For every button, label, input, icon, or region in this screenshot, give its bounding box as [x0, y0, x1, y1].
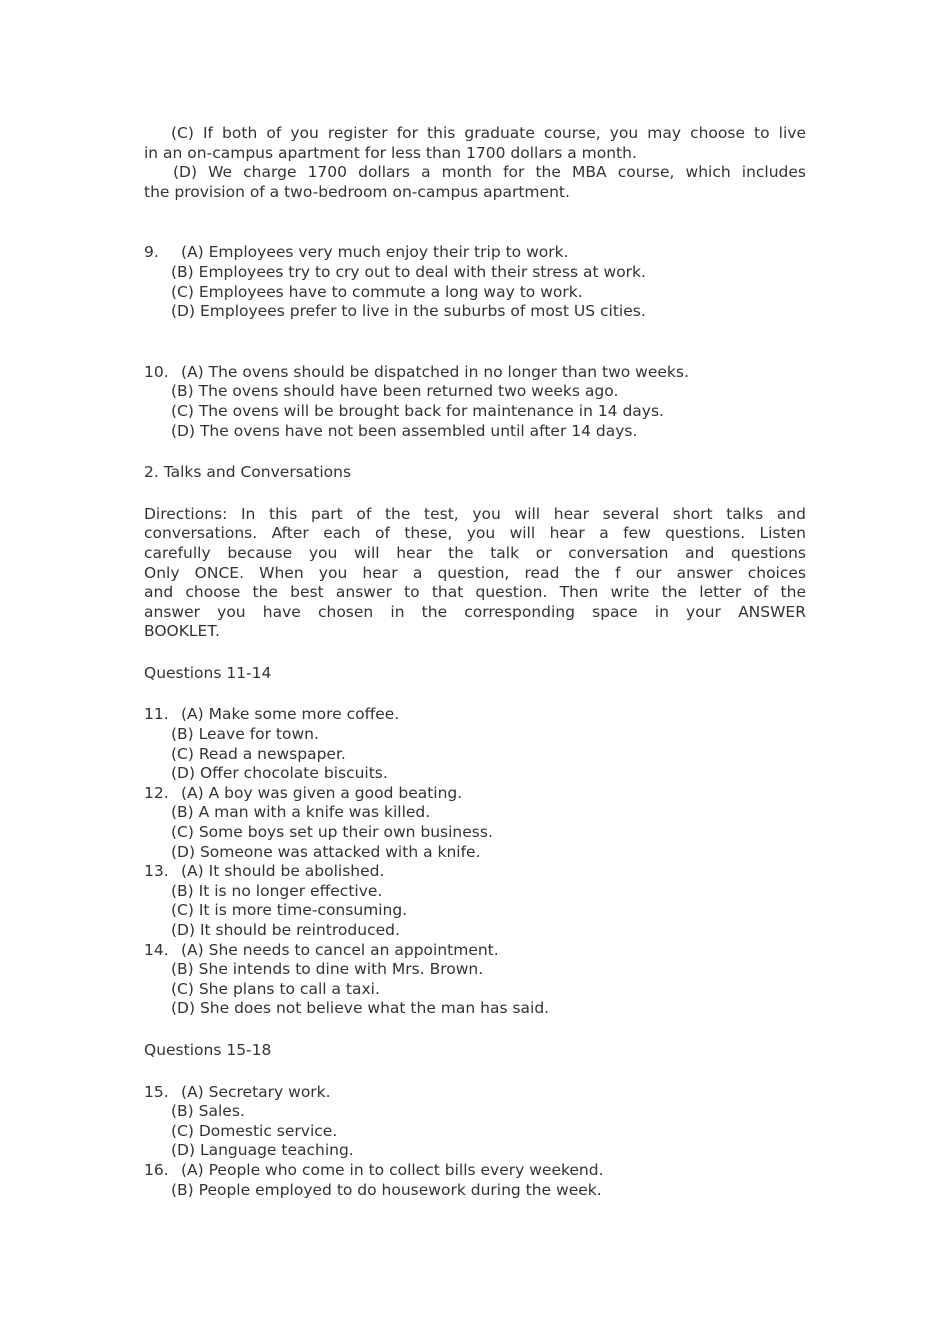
option-c: (C) Some boys set up their own business. — [171, 823, 493, 842]
option-a: (A) Secretary work. — [181, 1082, 331, 1101]
question-number: 9. — [144, 243, 159, 262]
question-number: 11. — [144, 705, 169, 724]
directions-line: answer you have chosen in the corresponding space in your ANSWER — [144, 602, 806, 621]
question-line — [144, 363, 806, 383]
option-b: (B) A man with a knife was killed. — [171, 803, 431, 822]
option-c: (C) It is more time-consuming. — [171, 901, 408, 920]
directions-line: conversations. After each of these, you will hear a few questions. Listen — [144, 524, 806, 543]
option-d: (D) The ovens have not been assembled until after 14 days. — [171, 421, 638, 440]
option-c: (C) She plans to call a taxi. — [171, 979, 380, 998]
directions-line: Directions: In this part of the test, you will hear several short talks and — [144, 504, 806, 523]
directions-line: and choose the best answer to that question. Then write the letter of the — [144, 583, 806, 602]
option-a: (A) A boy was given a good beating. — [181, 783, 463, 802]
directions-line: BOOKLET. — [144, 622, 220, 641]
option-a: (A) The ovens should be dispatched in no longer than two weeks. — [181, 362, 689, 381]
question-line — [144, 784, 806, 804]
option-c-line: (C) If both of you register for this graduate course, you may choose to live — [171, 124, 806, 142]
option-d: (D) Offer chocolate biscuits. — [171, 764, 388, 783]
option-c-continuation: in an on-campus apartment for less than 1700 dollars a month. — [144, 143, 637, 162]
option-c: (C) Employees have to commute a long way to work. — [171, 282, 583, 301]
question-13 — [144, 862, 806, 940]
question-line — [144, 1083, 806, 1103]
option-b: (B) Leave for town. — [171, 725, 319, 744]
option-d: (D) She does not believe what the man has said. — [171, 999, 550, 1018]
question-line — [144, 1161, 806, 1181]
question-group-title: Questions 11-14 — [144, 663, 272, 682]
option-a: (A) Employees very much enjoy their trip to work. — [181, 243, 569, 262]
option-d-continuation: the provision of a two-bedroom on-campus apartment. — [144, 182, 570, 201]
option-a: (A) It should be abolished. — [181, 862, 385, 881]
option-b: (B) It is no longer effective. — [171, 881, 383, 900]
option-a: (A) People who come in to collect bills every weekend. — [181, 1160, 604, 1179]
question-number: 14. — [144, 940, 169, 959]
question-11 — [144, 705, 806, 783]
option-d: (D) It should be reintroduced. — [171, 921, 400, 939]
question-14 — [144, 941, 806, 1019]
option-c: (C) Domestic service. — [171, 1121, 338, 1140]
question-number: 16. — [144, 1160, 169, 1179]
question-number: 15. — [144, 1082, 169, 1101]
option-b: (B) Employees try to cry out to deal with their stress at work. — [171, 262, 646, 281]
question-15 — [144, 1083, 806, 1161]
previous-question-options — [144, 124, 806, 202]
question-number: 12. — [144, 783, 169, 802]
question-number: 10. — [144, 362, 169, 381]
option-c: (C) Read a newspaper. — [171, 744, 346, 763]
section-heading: 2. Talks and Conversations — [144, 463, 352, 482]
option-b: (B) People employed to do housework during the week. — [171, 1180, 602, 1199]
question-line — [144, 941, 806, 961]
document-page — [144, 124, 806, 1200]
option-b: (B) The ovens should have been returned two weeks ago. — [171, 382, 619, 401]
question-line — [144, 243, 806, 263]
option-c: (C) The ovens will be brought back for maintenance in 14 days. — [171, 401, 664, 420]
option-d-line: (D) We charge 1700 dollars a month for the MBA course, which includes — [173, 163, 806, 182]
option-d: (D) Language teaching. — [171, 1141, 354, 1160]
option-a: (A) She needs to cancel an appointment. — [181, 940, 499, 959]
option-d: (D) Employees prefer to live in the suburbs of most US cities. — [171, 302, 646, 321]
question-16 — [144, 1161, 806, 1200]
question-line — [144, 862, 806, 882]
question-number: 13. — [144, 862, 169, 881]
option-b: (B) She intends to dine with Mrs. Brown. — [171, 960, 484, 979]
question-group-title: Questions 15-18 — [144, 1040, 272, 1059]
question-9 — [144, 243, 806, 321]
option-d: (D) Someone was attacked with a knife. — [171, 842, 481, 861]
question-line — [144, 705, 806, 725]
question-12 — [144, 784, 806, 862]
question-10 — [144, 363, 806, 441]
directions-line: carefully because you will hear the talk or conversation and questions — [144, 543, 806, 562]
directions-line: Only ONCE. When you hear a question, read the f our answer choices — [144, 563, 806, 582]
directions-paragraph — [144, 505, 806, 642]
option-b: (B) Sales. — [171, 1102, 245, 1121]
option-a: (A) Make some more coffee. — [181, 705, 400, 724]
